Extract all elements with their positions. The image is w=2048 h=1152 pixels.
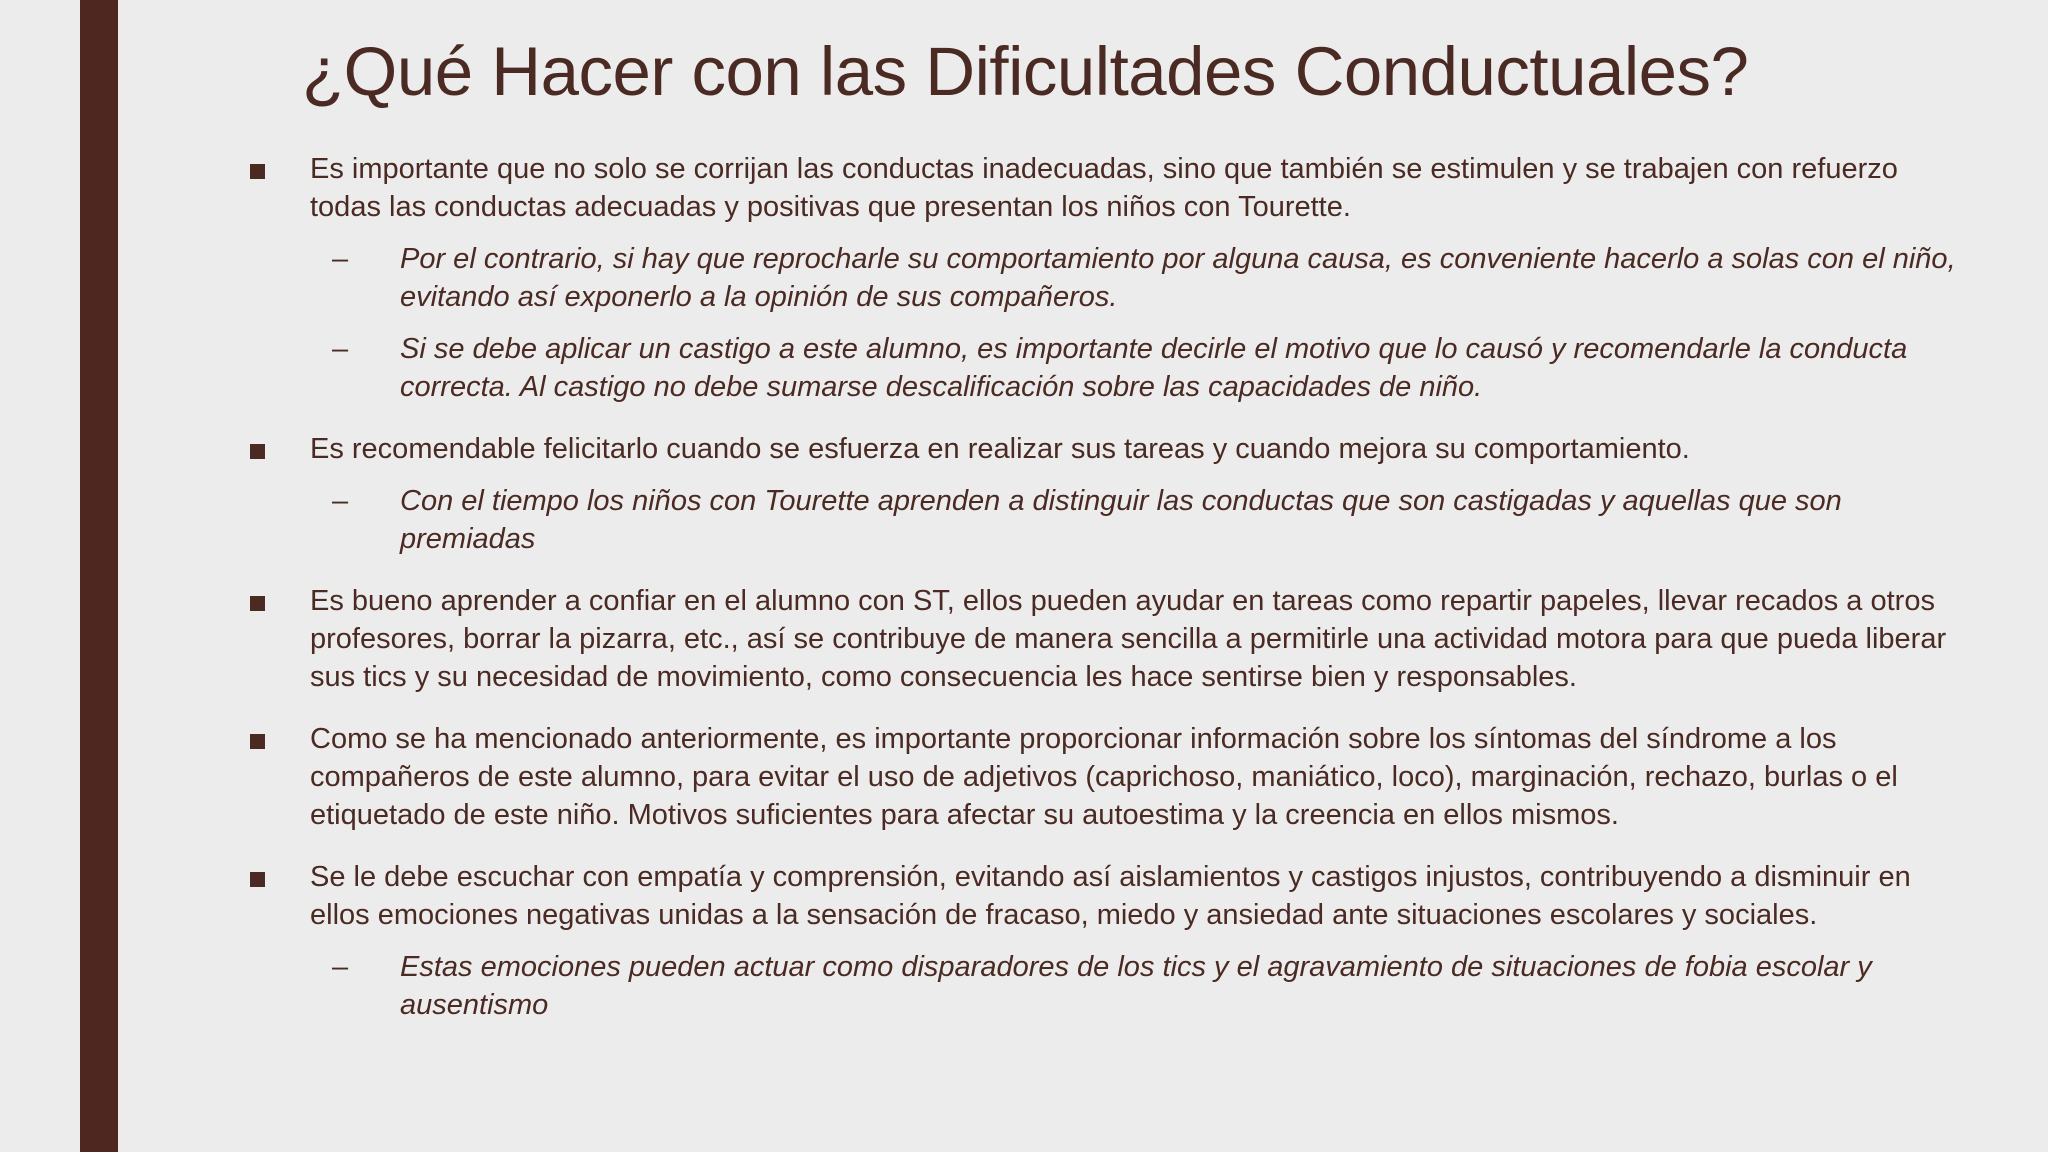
sub-bullet-item xyxy=(240,948,1960,1024)
dash-bullet-icon: – xyxy=(332,243,349,275)
bullet-item xyxy=(240,582,1960,696)
bullet-item xyxy=(240,430,1960,468)
bullet-item xyxy=(240,720,1960,834)
bullet-text: Como se ha mencionado anteriormente, es importante proporcionar información sobre los síntomas del síndrome a los compañeros de este alumno, para evitar el uso de adjetivos (caprichoso, maniático, loco), marginación, rechazo, burlas o el etiquetado de este niño. Motivos suficientes para afectar su autoestima y la creencia en ellos mismos. xyxy=(310,723,1898,831)
accent-bar xyxy=(80,0,118,1152)
sub-bullet-item xyxy=(240,482,1960,558)
square-bullet-icon xyxy=(250,872,265,887)
slide-title: ¿Qué Hacer con las Dificultades Conductuales? xyxy=(302,33,1749,110)
bullet-item xyxy=(240,150,1960,226)
sub-bullet-text: Estas emociones pueden actuar como disparadores de los tics y el agravamiento de situaciones de fobia escolar y ausentismo xyxy=(400,951,1872,1021)
square-bullet-icon xyxy=(250,164,265,179)
sub-bullet-item xyxy=(240,240,1960,316)
dash-bullet-icon: – xyxy=(332,485,349,517)
bullet-text: Se le debe escuchar con empatía y comprensión, evitando así aislamientos y castigos injustos, contribuyendo a disminuir en ellos emociones negativas unidas a la sensación de fracaso, miedo y ansiedad ante situaciones escolares y sociales. xyxy=(310,861,1911,931)
square-bullet-icon xyxy=(250,734,265,749)
bullet-text: Es bueno aprender a confiar en el alumno con ST, ellos pueden ayudar en tareas como repartir papeles, llevar recados a otros profesores, borrar la pizarra, etc., así se contribuye de manera sencilla a permitirle una actividad motora para que pueda liberar sus tics y su necesidad de movimiento, como consecuencia les hace sentirse bien y responsables. xyxy=(310,585,1947,693)
dash-bullet-icon: – xyxy=(332,951,349,983)
sub-bullet-text: Con el tiempo los niños con Tourette aprenden a distinguir las conductas que son castigadas y aquellas que son premiadas xyxy=(400,485,1842,555)
square-bullet-icon xyxy=(250,596,265,611)
sub-bullet-text: Por el contrario, si hay que reprocharle su comportamiento por alguna causa, es conveniente hacerlo a solas con el niño, evitando así exponerlo a la opinión de sus compañeros. xyxy=(400,243,1956,313)
sub-bullet-text: Si se debe aplicar un castigo a este alumno, es importante decirle el motivo que lo causó y recomendarle la conducta correcta. Al castigo no debe sumarse descalificación sobre las capacidades de niño. xyxy=(400,333,1908,403)
bullet-text: Es recomendable felicitarlo cuando se esfuerza en realizar sus tareas y cuando mejora su comportamiento. xyxy=(310,433,1690,465)
square-bullet-icon xyxy=(250,444,265,459)
bullet-text: Es importante que no solo se corrijan las conductas inadecuadas, sino que también se estimulen y se trabajen con refuerzo todas las conductas adecuadas y positivas que presentan los niños con Tourette. xyxy=(310,153,1898,223)
bullet-list xyxy=(240,150,1960,1048)
bullet-item xyxy=(240,858,1960,934)
dash-bullet-icon: – xyxy=(332,333,349,365)
sub-bullet-item xyxy=(240,330,1960,406)
